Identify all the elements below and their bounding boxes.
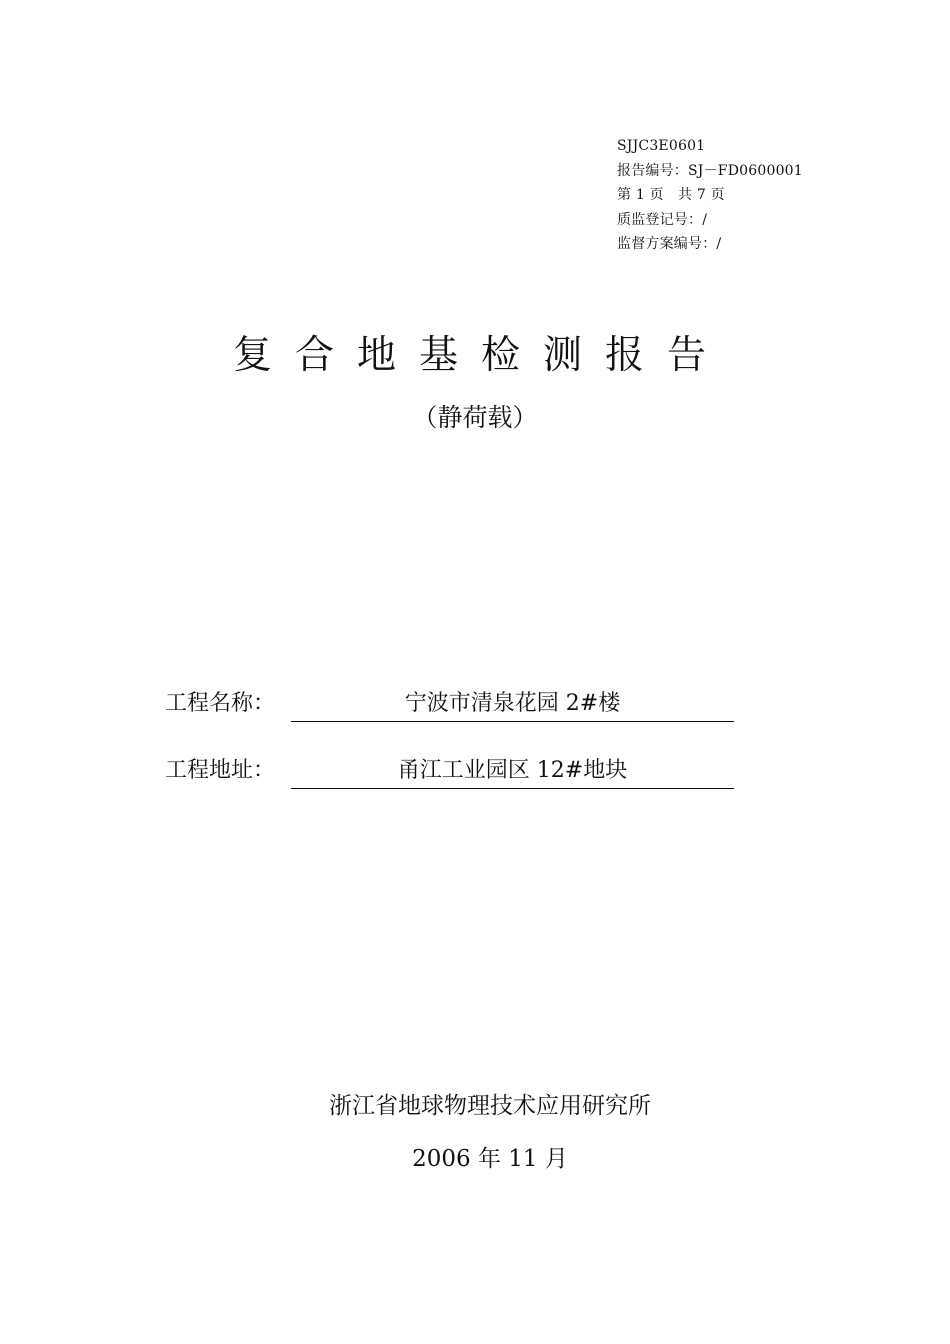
report-number: 报告编号：SJ－FD0600001 [617,162,803,179]
project-name-row [165,682,735,722]
project-name-label: 工程名称： [165,691,276,716]
issuing-organization: 浙江省地球物理技术应用研究所 [329,1093,651,1119]
project-address-label: 工程地址： [165,758,276,783]
report-meta-block [617,134,803,257]
supervision-plan-number: 监督方案编号：/ [617,236,722,252]
project-address-row [165,749,735,789]
project-name-underline [291,721,734,722]
project-address-value: 甬江工业园区 12#地块 [397,758,628,783]
project-name-value: 宁波市清泉花园 2#楼 [404,691,621,716]
report-subtitle: （静荷载） [412,403,538,432]
document-code: SJJC3E0601 [617,138,706,154]
report-title: 复合地基检测报告 [232,333,729,378]
quality-registration-number: 质监登记号：/ [617,211,708,228]
page-info: 第 1 页 共 7 页 [617,187,725,203]
report-date: 2006 年 11 月 [412,1146,568,1172]
project-address-underline [291,788,734,789]
